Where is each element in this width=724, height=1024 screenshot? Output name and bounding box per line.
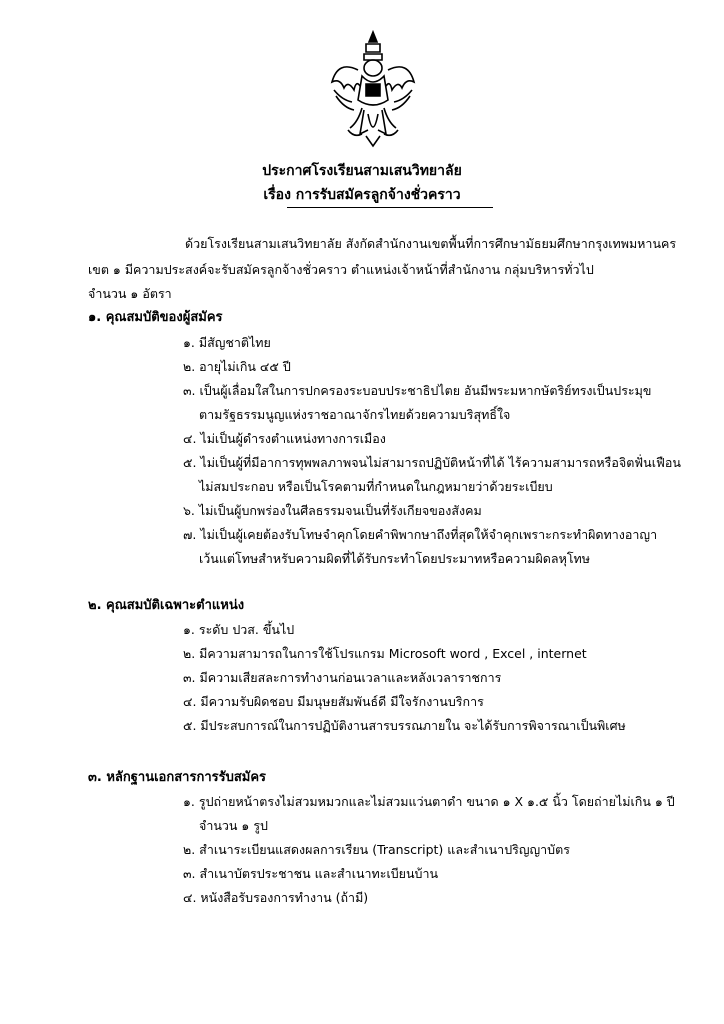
section3-item: ๒. สำเนาระเบียนแสดงผลการเรียน (Transcript) และสำเนาปริญญาบัตร xyxy=(183,842,570,857)
section1-item: ๗. ไม่เป็นผู้เคยต้องรับโทษจำคุกโดยคำพิพากษาถึงที่สุดให้จำคุกเพราะกระทำผิดทางอาญา xyxy=(183,527,658,542)
document-subject: เรื่อง การรับสมัครลูกจ้างชั่วคราว xyxy=(263,187,461,203)
section2-item: ๒. มีความสามารถในการใช้โปรแกรม Microsoft word , Excel , internet xyxy=(183,646,587,661)
intro-line-2: เขต ๑ มีความประสงค์จะรับสมัครลูกจ้างชั่วคราว ตำแหน่งเจ้าหน้าที่สำนักงาน กลุ่มบริหารทั่วไป xyxy=(88,262,594,277)
section1-item-continuation: เว้นแต่โทษสำหรับความผิดที่ได้รับกระทำโดยประมาทหรือความผิดลหุโทษ xyxy=(199,551,591,566)
intro-line-3: จำนวน ๑ อัตรา xyxy=(88,286,172,301)
section3-item: ๔. หนังสือรับรองการทำงาน (ถ้ามี) xyxy=(183,890,369,905)
section1-item: ๑. มีสัญชาติไทย xyxy=(183,335,271,350)
section3-heading: ๓. หลักฐานเอกสารการรับสมัคร xyxy=(88,770,267,785)
title-divider xyxy=(287,207,493,208)
section1-item: ๖. ไม่เป็นผู้บกพร่องในศีลธรรมจนเป็นที่รังเกียจของสังคม xyxy=(183,503,482,518)
section3-item: ๓. สำเนาบัตรประชาชน และสำเนาทะเบียนบ้าน xyxy=(183,866,439,881)
section3-item: ๑. รูปถ่ายหน้าตรงไม่สวมหมวกและไม่สวมแว่นตาดำ ขนาด ๑ X ๑.๕ นิ้ว โดยถ่ายไม่เกิน ๑ ปี xyxy=(183,794,675,809)
section2-item: ๓. มีความเสียสละการทำงานก่อนเวลาและหลังเวลาราชการ xyxy=(183,670,502,685)
section1-item: ๓. เป็นผู้เลื่อมใสในการปกครองระบอบประชาธิปไตย อันมีพระมหากษัตริย์ทรงเป็นประมุข xyxy=(183,383,652,398)
section1-item: ๕. ไม่เป็นผู้ที่มีอาการทุพพลภาพจนไม่สามารถปฏิบัติหน้าที่ได้ ไร้ความสามารถหรือจิตฟั่นเฟือน xyxy=(183,455,681,470)
intro-line-1: ด้วยโรงเรียนสามเสนวิทยาลัย สังกัดสำนักงานเขตพื้นที่การศึกษามัธยมศึกษากรุงเทพมหานคร xyxy=(185,236,677,251)
section2-item: ๕. มีประสบการณ์ในการปฏิบัติงานสารบรรณภายใน จะได้รับการพิจารณาเป็นพิเศษ xyxy=(183,718,626,733)
section1-item-continuation: ตามรัฐธรรมนูญแห่งราชอาณาจักรไทยด้วยความบริสุทธิ์ใจ xyxy=(199,407,511,422)
section1-item: ๔. ไม่เป็นผู้ดำรงตำแหน่งทางการเมือง xyxy=(183,431,386,446)
section1-item-continuation: ไม่สมประกอบ หรือเป็นโรคตามที่กำหนดในกฎหมายว่าด้วยระเบียบ xyxy=(199,479,553,494)
section3-item-continuation: จำนวน ๑ รูป xyxy=(199,818,268,833)
section2-item: ๔. มีความรับผิดชอบ มีมนุษยสัมพันธ์ดี มีใจรักงานบริการ xyxy=(183,694,484,709)
section2-item: ๑. ระดับ ปวส. ขึ้นไป xyxy=(183,622,295,637)
section1-item: ๒. อายุไม่เกิน ๔๕ ปี xyxy=(183,359,291,374)
garuda-emblem-icon xyxy=(328,30,418,148)
document-title: ประกาศโรงเรียนสามเสนวิทยาลัย xyxy=(262,163,462,179)
section1-heading: ๑. คุณสมบัติของผู้สมัคร xyxy=(88,310,223,325)
section2-heading: ๒. คุณสมบัติเฉพาะตำแหน่ง xyxy=(88,598,245,613)
